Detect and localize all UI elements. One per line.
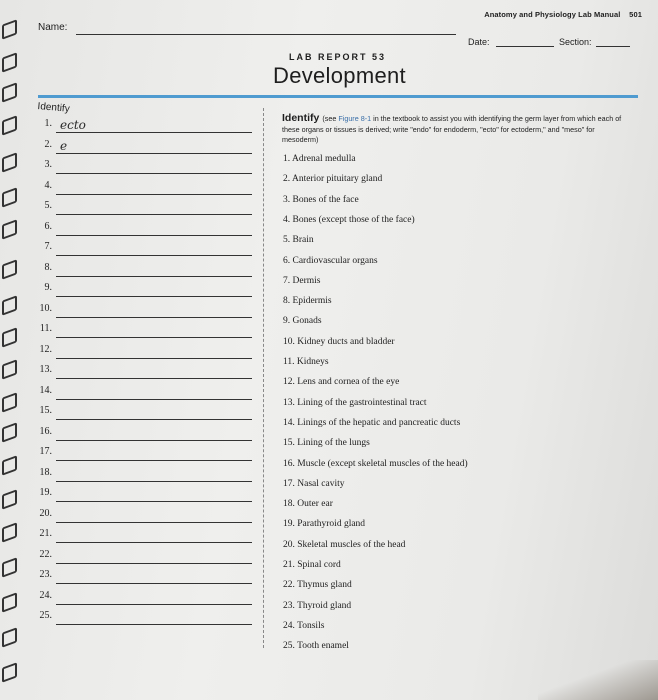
answer-row[interactable] [30, 344, 260, 362]
answer-number: 4. [44, 179, 52, 191]
answer-line [56, 460, 252, 461]
organ-item-label: Nasal cavity [297, 478, 345, 489]
section-field[interactable] [559, 37, 630, 47]
organ-item-label: Anterior pituitary gland [291, 174, 383, 185]
organ-item-number: 15. [283, 438, 298, 449]
handwritten-answer: e [60, 138, 68, 153]
organ-item [283, 174, 382, 184]
answer-row[interactable] [30, 262, 260, 280]
binding-hole [2, 152, 17, 172]
answer-number: 22. [39, 548, 52, 560]
binding-hole [2, 187, 17, 207]
name-field[interactable] [76, 34, 456, 35]
answer-number: 14. [39, 384, 52, 396]
answer-number: 24. [39, 589, 52, 601]
answer-line [56, 481, 252, 482]
answer-line [56, 194, 252, 195]
answer-row[interactable] [30, 426, 260, 444]
organ-item [283, 519, 365, 529]
answer-number: 19. [39, 487, 52, 498]
answer-number: 12. [39, 343, 52, 355]
instructions [282, 113, 632, 146]
answer-row[interactable] [30, 159, 260, 177]
answer-row[interactable] [30, 508, 260, 526]
organ-item-label: Skeletal muscles of the head [297, 539, 406, 550]
answer-line [56, 255, 252, 256]
answer-row[interactable] [30, 610, 260, 628]
answer-line [56, 583, 252, 584]
organ-item [283, 499, 333, 509]
organ-item-number: 7. [283, 275, 293, 286]
answer-line [56, 501, 252, 502]
organ-item-label: Tonsils [297, 620, 325, 631]
organ-item-label: Bones (except those of the face) [292, 214, 415, 225]
organ-item-label: Dermis [292, 275, 321, 286]
organ-item-number: 6. [283, 255, 293, 266]
organ-item [283, 377, 399, 387]
answer-number: 7. [44, 241, 52, 252]
binding-hole [2, 219, 17, 239]
answer-row[interactable] [30, 528, 260, 546]
answer-row[interactable] [30, 549, 260, 567]
answer-number: 11. [39, 323, 52, 334]
figure-reference: Figure 8-1 [338, 114, 372, 123]
organ-item-number: 10. [283, 336, 298, 347]
title-rule [38, 95, 638, 98]
answer-line [56, 440, 252, 441]
organ-item-number: 14. [283, 417, 298, 428]
organ-item-label: Outer ear [297, 499, 333, 510]
date-field[interactable] [468, 37, 554, 47]
organ-item [283, 580, 352, 590]
answer-number: 3. [44, 159, 52, 170]
answer-number: 25. [39, 610, 52, 621]
instructions-pre: (see [322, 114, 339, 123]
organ-item-number: 23. [283, 600, 298, 611]
organ-item-label: Thymus gland [297, 580, 352, 591]
organ-item-number: 18. [283, 499, 298, 510]
answer-row[interactable] [30, 241, 260, 259]
answer-row[interactable] [30, 200, 260, 218]
answer-number: 15. [39, 405, 52, 416]
section-label: Section: [559, 37, 592, 47]
answer-row[interactable] [30, 467, 260, 485]
answer-line [56, 399, 252, 400]
binding-hole [2, 522, 17, 542]
organ-item-number: 22. [283, 580, 298, 591]
binding-hole [2, 557, 17, 577]
binding-hole [2, 489, 17, 509]
answer-row[interactable] [30, 569, 260, 587]
answer-row[interactable] [30, 303, 260, 321]
answer-line [56, 153, 252, 154]
answer-number: 2. [44, 138, 52, 150]
answer-row[interactable] [30, 139, 260, 157]
organ-item-label: Kidneys [296, 357, 329, 367]
answer-row[interactable] [30, 180, 260, 198]
organ-item [283, 357, 329, 367]
organ-item [283, 479, 344, 489]
instructions-post: in the textbook to assist you with identifying the germ layer from which each of these organs or tissues is derived; write "endo" for endoderm, "ecto" for ectoderm," and "meso" for mesoderm) [282, 114, 622, 144]
spiral-binding [0, 0, 18, 700]
answer-row[interactable] [30, 446, 260, 464]
answer-row[interactable] [30, 118, 260, 136]
organ-item-number: 12. [283, 377, 298, 388]
binding-hole [2, 627, 17, 647]
name-label: Name: [38, 22, 68, 33]
organ-item [283, 418, 460, 428]
organ-item [283, 276, 320, 286]
answer-number: 23. [39, 569, 52, 580]
organ-item-label: Adrenal medulla [291, 154, 356, 164]
answer-row[interactable] [30, 323, 260, 341]
organ-item-label: Gonads [292, 316, 322, 327]
answer-line [56, 624, 252, 625]
answer-line [56, 276, 252, 277]
answer-number: 21. [39, 528, 52, 539]
answer-number: 18. [39, 466, 52, 478]
organ-item [283, 154, 356, 164]
answer-line [56, 235, 252, 236]
binding-hole [2, 115, 17, 135]
binding-hole [2, 259, 17, 279]
binding-hole [2, 592, 17, 612]
organ-item-number: 21. [283, 560, 298, 570]
organ-item [283, 601, 351, 611]
answer-line [56, 522, 252, 523]
right-heading: Identify [282, 112, 320, 124]
binding-hole [2, 295, 17, 315]
answer-number: 20. [39, 507, 52, 519]
answer-row[interactable] [30, 385, 260, 403]
page-number: 501 [629, 10, 642, 19]
organ-item-label: Parathyroid gland [297, 519, 366, 530]
answer-line [56, 378, 252, 379]
answer-line [56, 132, 252, 133]
organ-item-number: 19. [283, 519, 298, 530]
binding-hole [2, 422, 17, 442]
answer-line [56, 296, 252, 297]
answer-number: 6. [44, 220, 52, 232]
organ-item-number: 5. [283, 235, 293, 246]
organ-item-number: 24. [283, 620, 298, 631]
organ-item [283, 215, 415, 225]
organ-item-number: 25. [283, 641, 298, 652]
organ-item-label: Bones of the face [292, 194, 359, 205]
organ-item-label: Tooth enamel [297, 641, 349, 652]
binding-hole [2, 455, 17, 475]
organ-item-number: 16. [283, 458, 298, 469]
organ-item-label: Lining of the gastrointestinal tract [297, 397, 427, 408]
organ-item [283, 540, 405, 550]
organ-item [283, 235, 314, 245]
answer-number: 13. [39, 364, 52, 375]
organ-item-label: Kidney ducts and bladder [297, 336, 395, 347]
organ-item [283, 641, 349, 651]
organ-item [283, 296, 332, 306]
answer-row[interactable] [30, 364, 260, 382]
date-label: Date: [468, 37, 490, 47]
organ-item-number: 4. [283, 214, 293, 225]
binding-hole [2, 359, 17, 379]
answer-line [56, 317, 252, 318]
organ-item-number: 17. [283, 478, 298, 489]
section-line [596, 46, 630, 47]
answer-number: 8. [44, 261, 52, 273]
answer-line [56, 173, 252, 174]
organ-item-number: 20. [283, 539, 298, 550]
column-divider [263, 108, 264, 648]
binding-hole [2, 327, 17, 347]
organ-item-number: 2. [283, 174, 292, 185]
answer-number: 9. [44, 282, 52, 293]
answer-line [56, 337, 252, 338]
organ-item [283, 337, 395, 347]
organ-item-label: Cardiovascular organs [292, 255, 378, 266]
answer-number: 16. [39, 425, 52, 437]
organ-item-number: 3. [283, 194, 293, 205]
answer-number: 17. [39, 446, 52, 457]
answer-number: 1. [44, 118, 52, 129]
binding-hole [2, 19, 17, 39]
answer-number: 5. [44, 200, 52, 211]
organ-item-label: Linings of the hepatic and pancreatic ducts [297, 417, 461, 428]
answer-row[interactable] [30, 487, 260, 505]
organ-item-label: Muscle (except skeletal muscles of the head) [297, 458, 468, 469]
answer-row[interactable] [30, 405, 260, 423]
handwritten-answer: ecto [60, 118, 86, 132]
organ-item-label: Lining of the lungs [297, 438, 370, 449]
answer-line [56, 358, 252, 359]
organ-item [283, 560, 341, 570]
lab-report-label: LAB REPORT 53 [289, 52, 387, 62]
organ-item [283, 195, 359, 205]
manual-title: Anatomy and Physiology Lab Manual [484, 10, 621, 19]
page-title: Development [273, 63, 406, 88]
page-shadow [538, 660, 658, 700]
organ-item-number: 11. [283, 357, 297, 367]
left-heading: Identify [37, 101, 71, 115]
answer-line [56, 214, 252, 215]
answer-line [56, 542, 252, 543]
organ-item [283, 438, 370, 448]
organ-item [283, 621, 324, 631]
answer-line [56, 563, 252, 564]
date-line [496, 46, 554, 47]
binding-hole [2, 52, 17, 72]
organ-item-label: Epidermis [292, 296, 332, 307]
answer-line [56, 419, 252, 420]
organ-item-number: 9. [283, 316, 293, 327]
answer-line [56, 604, 252, 605]
answer-row[interactable] [30, 221, 260, 239]
organ-item-number: 8. [283, 296, 293, 307]
organ-item [283, 398, 427, 408]
organ-item-label: Brain [292, 235, 314, 246]
organ-item [283, 256, 378, 266]
page-header [484, 10, 642, 19]
binding-hole [2, 392, 17, 412]
binding-hole [2, 82, 17, 102]
binding-hole [2, 662, 17, 682]
organ-item-label: Spinal cord [297, 560, 341, 570]
answer-number: 10. [39, 302, 52, 314]
answer-row[interactable] [30, 282, 260, 300]
answer-row[interactable] [30, 590, 260, 608]
organ-item [283, 459, 468, 469]
organ-item-number: 13. [283, 397, 298, 408]
organ-item-label: Thyroid gland [297, 600, 352, 611]
organ-item-label: Lens and cornea of the eye [297, 377, 400, 388]
organ-item [283, 316, 322, 326]
organ-item-number: 1. [283, 154, 292, 164]
